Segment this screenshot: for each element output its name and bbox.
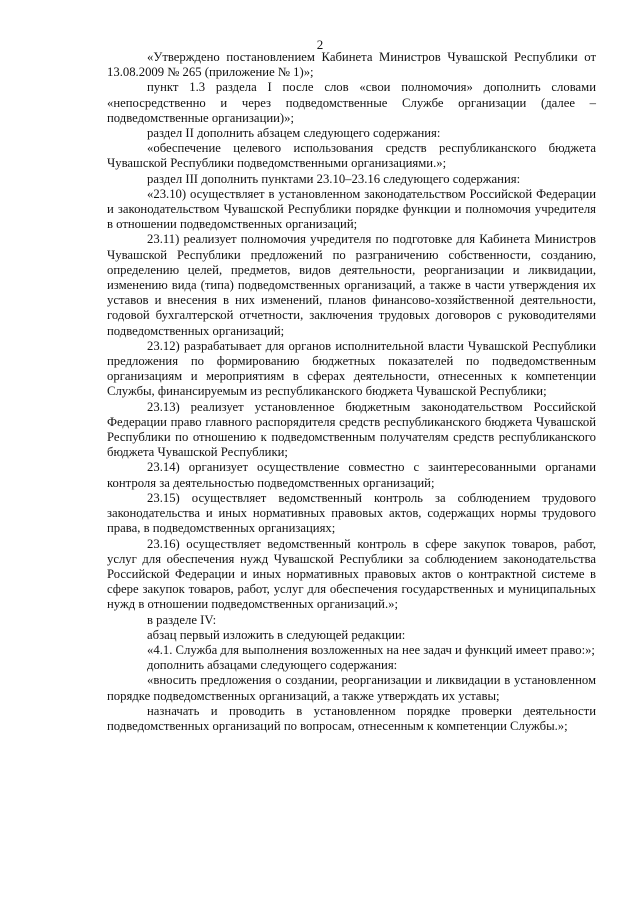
paragraph: раздел III дополнить пунктами 23.10–23.16 следующего содержания: [147,171,521,186]
document-body [107,50,596,734]
paragraph: «Утверждено постановлением Кабинета Министров Чувашской Республики от 13.08.2009 № 265 (приложение № 1)»; [107,50,596,80]
paragraph: дополнить абзацами следующего содержания: [147,658,398,673]
paragraph: 23.12) разрабатывает для органов исполнительной власти Чувашской Республики предложения по формированию бюджетных показателей по подведомственным организациям и мероприятиям в сферах деятельности, отнесенных к компетенции Службы, финансируемым из республиканского бюджета Чувашской Республики; [107,338,596,399]
paragraph: пункт 1.3 раздела I после слов «свои полномочия» дополнить словами «непосредственно и через подведомственные Службе организации (далее – подведомственные организации)»; [107,80,596,125]
page-number: 2 [316,37,324,52]
paragraph: «4.1. Служба для выполнения возложенных на нее задач и функций имеет право:»; [147,642,595,657]
paragraph: 23.15) осуществляет ведомственный контроль за соблюдением трудового законодательства и иных нормативных правовых актов, содержащих нормы трудового права, в подведомственных организациях; [107,490,596,536]
paragraph: назначать и проводить в установленном порядке проверки деятельности подведомственных организаций по вопросам, отнесенным к компетенции Службы.»; [107,703,596,733]
paragraph: раздел II дополнить абзацем следующего содержания: [147,126,441,141]
paragraph: 23.11) реализует полномочия учредителя по подготовке для Кабинета Министров Чувашской Республики предложений по разграничению собственности, созданию, определению целей, предметов, видов деятельности, реорганизации и ликвидации, изменению вида (типа) подведомственных организаций, а также в части утверждения их уставов и внесения в них изменений, планов финансово-хозяйственной деятельности, годовой бухгалтерской отчетности, заключения трудовых договоров с руководителями подведомственных организаций; [107,232,596,338]
paragraph: 23.16) осуществляет ведомственный контроль в сфере закупок товаров, работ, услуг для обеспечения нужд Чувашской Республики за соблюдением законодательства Российской Федерации и иных нормативных правовых актов о контрактной системе в сфере закупок товаров, работ, услуг для обеспечения государственных и муниципальных нужд в отношении подведомственных организаций.»; [107,536,596,612]
paragraph: «вносить предложения о создании, реорганизации и ликвидации в установленном порядке подведомственных организаций, а также утверждать их уставы; [107,673,596,703]
paragraph: «обеспечение целевого использования средств республиканского бюджета Чувашской Республики подведомственными организациями.»; [107,141,596,171]
paragraph: в разделе IV: [147,612,217,627]
paragraph: абзац первый изложить в следующей редакции: [147,627,406,642]
paragraph: «23.10) осуществляет в установленном законодательством Российской Федерации и законодательством Чувашской Республики порядке функции и полномочия учредителя в отношении подведомственных организаций; [107,186,596,232]
paragraph: 23.14) организует осуществление совместно с заинтересованными органами контроля за деятельностью подведомственных организаций; [107,460,596,490]
paragraph: 23.13) реализует установленное бюджетным законодательством Российской Федерации право главного распорядителя средств республиканского бюджета Чувашской Республики по отношению к подведомственным получателям средств республиканского бюджета Чувашской Республики; [107,399,596,460]
